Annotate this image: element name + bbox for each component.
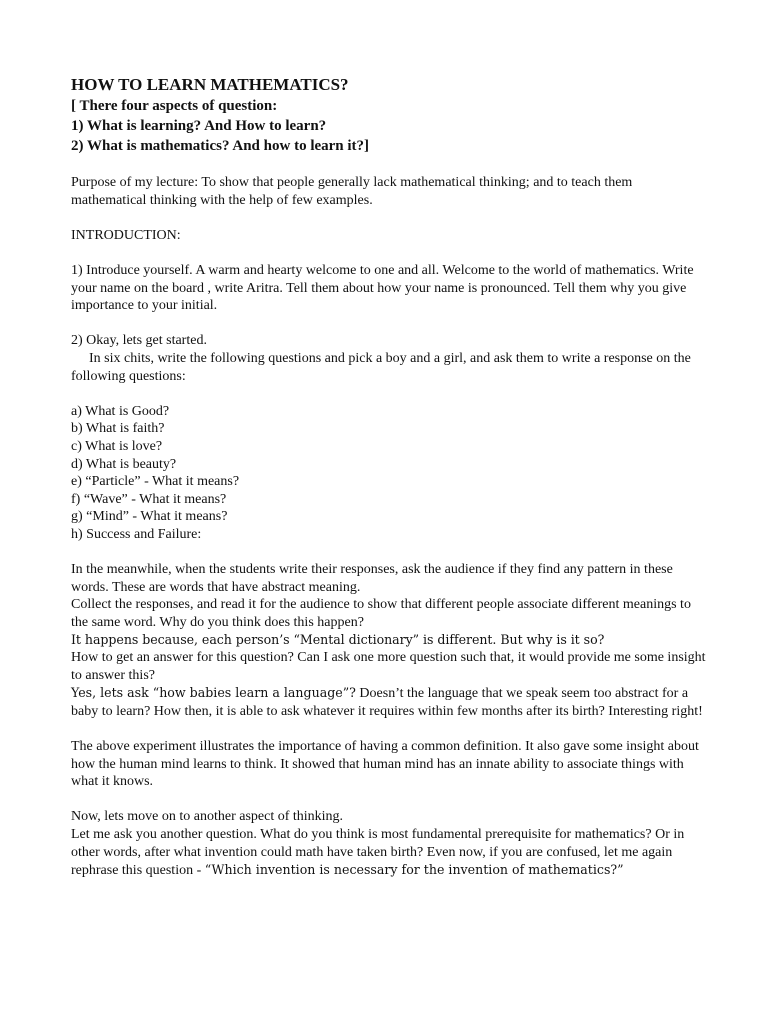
question-item-a: a) What is Good? [71, 403, 170, 419]
question-item-c: c) What is love? [71, 438, 163, 454]
babies-question-text: Yes, lets ask “how babies learn a language”? [71, 685, 356, 701]
purpose-paragraph: Purpose of my lecture: To show that people generally lack mathematical thinking; and to teach them mathematical thinking with the help of few examples. [71, 175, 633, 208]
let-me-paragraph [71, 826, 711, 880]
point-2-heading: 2) Okay, lets get started. [71, 333, 207, 349]
meanwhile-paragraph: In the meanwhile, when the students write their responses, ask the audience if they find any pattern in these words. These are words that have abstract meaning. [71, 562, 673, 595]
question-item-f: f) “Wave” - What it means? [71, 491, 227, 507]
yes-paragraph-rest: Doesn’t the language that we speak seem too abstract for a baby to learn? How then, it is able to ask whatever it requires within few months after its birth? Interesting right! [71, 686, 703, 719]
now-paragraph: Now, lets move on to another aspect of thinking. [71, 809, 344, 825]
question-item-g: g) “Mind” - What it means? [71, 509, 228, 525]
document-body [71, 75, 711, 880]
happens-paragraph: It happens because, each person’s “Mental dictionary” is different. But why is it so? [71, 632, 605, 648]
aspects-line-3: 2) What is mathematics? And how to learn it?] [71, 138, 370, 154]
point-1-paragraph: 1) Introduce yourself. A warm and hearty welcome to one and all. Welcome to the world of mathematics. Write your name on the board , write Aritra. Tell them about how your name is pronounced. Tell them why you give importance to your initial. [71, 262, 694, 314]
introduction-heading: INTRODUCTION: [71, 227, 181, 243]
collect-paragraph: Collect the responses, and read it for the audience to show that different people associate different meanings to the same word. Why do you think does this happen? [71, 597, 691, 630]
how-paragraph: How to get an answer for this question? Can I ask one more question such that, it would provide me some insight to answer this? [71, 650, 706, 683]
aspects-line-2: 1) What is learning? And How to learn? [71, 118, 327, 134]
document-title: HOW TO LEARN MATHEMATICS? [71, 75, 349, 94]
above-paragraph: The above experiment illustrates the importance of having a common definition. It also gave some insight about how the human mind learns to think. It showed that human mind has an innate ability to associate things with what it knows. [71, 739, 699, 790]
question-item-e: e) “Particle” - What it means? [71, 474, 240, 490]
aspects-line-1: [ There four aspects of question: [71, 98, 278, 114]
question-item-b: b) What is faith? [71, 421, 165, 437]
question-item-d: d) What is beauty? [71, 456, 177, 472]
point-2-paragraph: In six chits, write the following questions and pick a boy and a girl, and ask them to write a response on the following questions: [71, 350, 691, 384]
yes-paragraph [71, 684, 711, 720]
invention-question-text: “Which invention is necessary for the invention of mathematics?” [204, 862, 624, 878]
question-item-h: h) Success and Failure: [71, 526, 202, 542]
let-me-text: Let me ask you another question. What do you think is most fundamental prerequisite for mathematics? Or in other words, after what invention could math have taken birth? Even now, if you are confused, let me again rephrase this question - [71, 826, 685, 879]
